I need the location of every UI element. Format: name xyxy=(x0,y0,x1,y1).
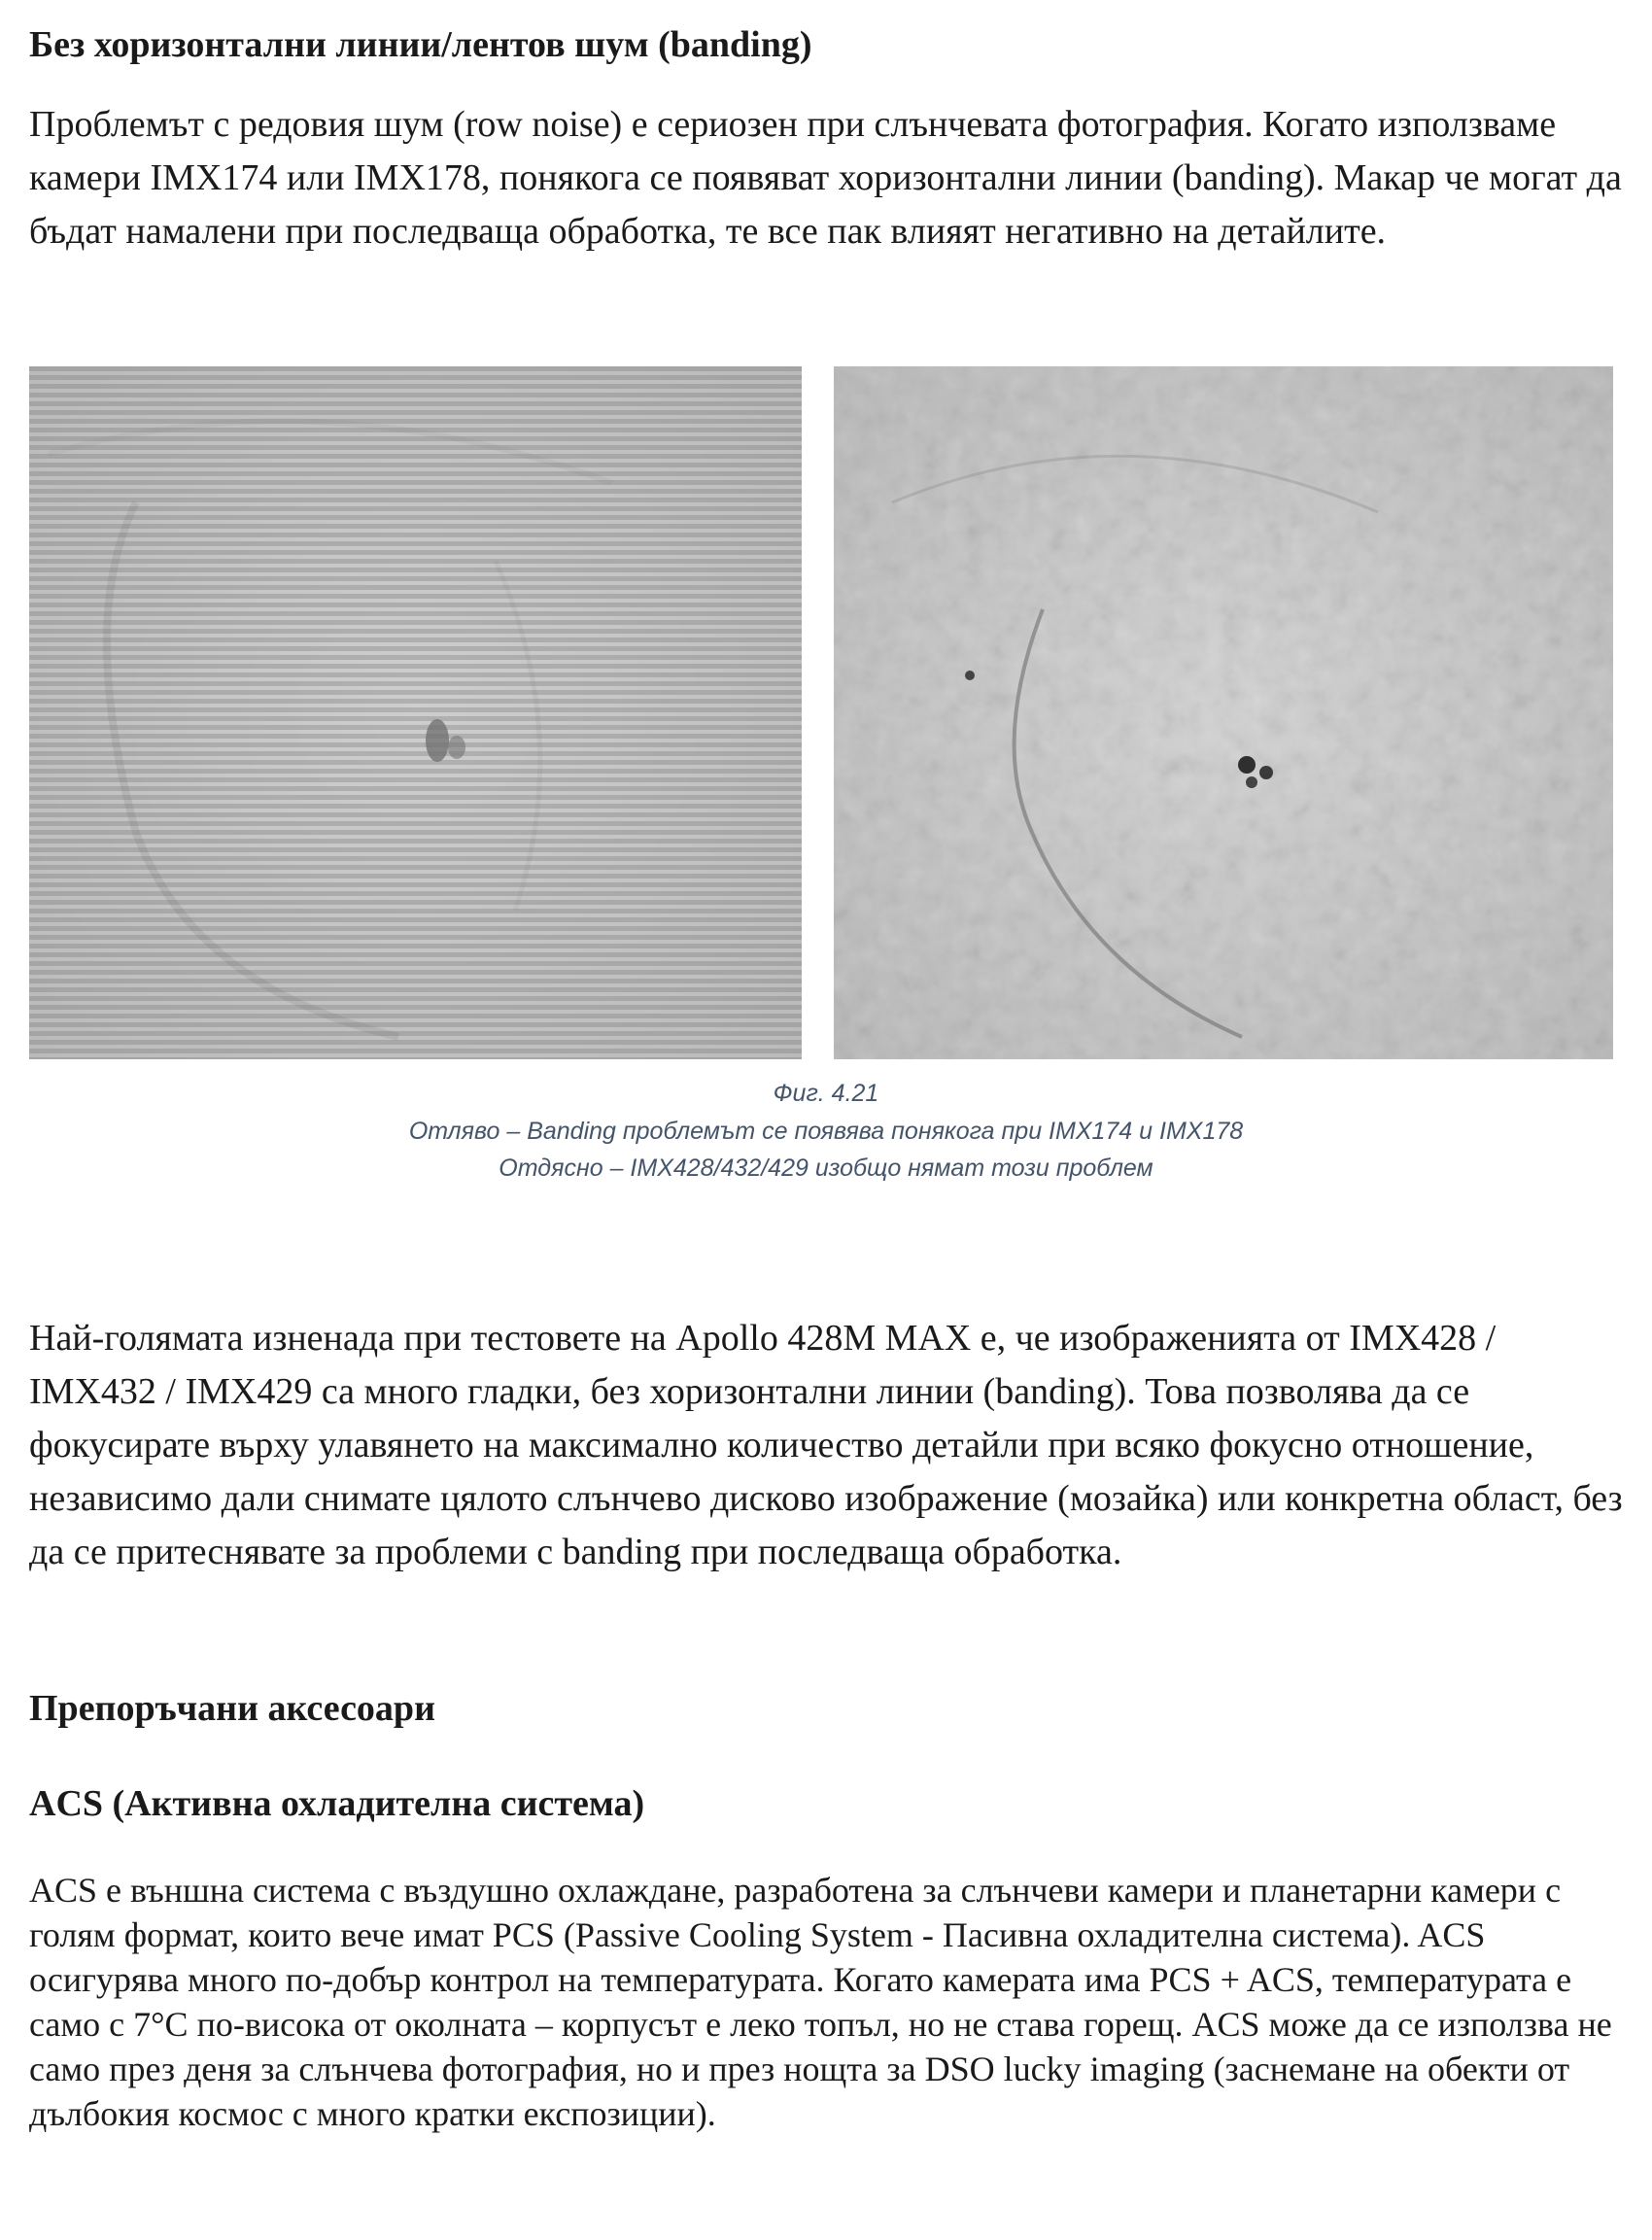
figure-caption-left: Отляво – Banding проблемът се появява понякога при IMX174 и IMX178 xyxy=(408,1118,1244,1145)
figure-caption-right: Отдясно – IMX428/432/429 изобщо нямат този проблем xyxy=(499,1154,1153,1182)
paragraph-row-noise: Проблемът с редовия шум (row noise) е сериозен при слънчевата фотография. Когато използваме камери IMX174 или IMX178, понякога се появяват хоризонтални линии (banding). Макар че могат да бъдат намалени при последваща обработка, те все пак влияят негативно на детайлите. xyxy=(29,104,1622,252)
paragraph-acs: ACS е външна система с въздушно охлаждане, разработена за слънчеви камери и планетарни камери с голям формат, които вече имат PCS (Passive Cooling System - Пасивна охладителна система). ACS осигурява много по-добър контрол на температурата. Когато камерата има PCS + ACS, температурата е само с 7°C по-висока от околната – корпусът е леко топъл, но не става горещ. ACS може да се използва не само през деня за слънчева фотография, но и през нощта за DSO lucky imaging (заснемане на обекти от дълбокия космос с много кратки експозиции). xyxy=(29,1871,1612,2133)
heading-acs: ACS (Активна охладителна система) xyxy=(29,1783,645,1824)
paragraph-apollo-test: Най-голямата изненада при тестовете на Apollo 428M MAX е, че изображенията от IMX428 / IMX432 / IMX429 са много гладки, без хоризонтални линии (banding). Това позволява да се фокусирате върху улавянето на максимално количество детайли при всяко фокусно отношение, независимо дали снимате цялото слънчево дисково изображение (мозайка) или конкретна област, без да се притеснявате за проблеми с banding при последваща обработка. xyxy=(29,1318,1623,1572)
solar-image-banding xyxy=(29,366,802,1059)
figure-number: Фиг. 4.21 xyxy=(773,1080,879,1107)
heading-accessories: Препоръчани аксесоари xyxy=(29,1688,435,1729)
heading-banding: Без хоризонтални линии/лентов шум (banding) xyxy=(29,24,812,65)
solar-image-smooth xyxy=(834,366,1613,1059)
